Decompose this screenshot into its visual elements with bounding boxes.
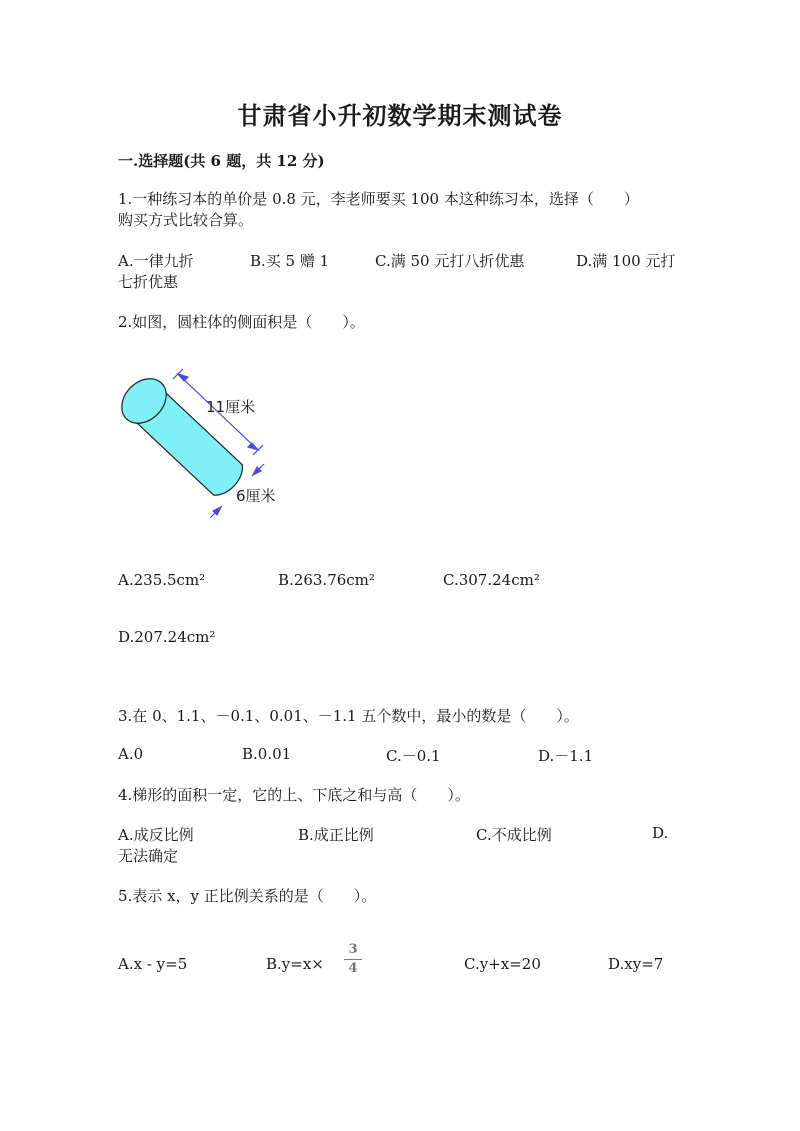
- q1-option-d-cont: 七折优惠: [118, 273, 179, 291]
- fraction-numerator: 3: [348, 942, 358, 957]
- fraction-denominator: 4: [348, 961, 358, 976]
- q3-option-c[interactable]: C.－0.1: [386, 747, 441, 765]
- q5-option-d[interactable]: D.xy=7: [608, 955, 664, 973]
- q1-option-a[interactable]: A.一律九折: [118, 252, 194, 270]
- question-2-text: 2.如图，圆柱体的侧面积是（ ）。: [118, 313, 365, 331]
- q3-option-a[interactable]: A.0: [118, 745, 144, 763]
- question-1-text: 1.一种练习本的单价是 0.8 元，李老师要买 100 本这种练习本，选择（ ）: [118, 190, 639, 208]
- cylinder-body: [118, 370, 242, 495]
- q4-option-c[interactable]: C.不成比例: [476, 826, 552, 844]
- q5-option-b[interactable]: B.y=x×: [266, 955, 324, 973]
- question-1-text-cont: 购买方式比较合算。: [118, 211, 254, 229]
- length-label: 11厘米: [206, 398, 256, 416]
- cylinder-figure: [118, 360, 288, 525]
- q1-option-b[interactable]: B.买 5 赠 1: [250, 252, 330, 270]
- question-4-text: 4.梯形的面积一定，它的上、下底之和与高（ ）。: [118, 786, 470, 804]
- q1-option-c[interactable]: C.满 50 元打八折优惠: [375, 252, 525, 270]
- q4-option-a[interactable]: A.成反比例: [118, 826, 194, 844]
- q5-option-a[interactable]: A.x - y=5: [118, 955, 188, 973]
- q2-option-b[interactable]: B.263.76cm²: [278, 571, 375, 589]
- q5-option-c[interactable]: C.y+x=20: [464, 955, 541, 973]
- q2-option-a[interactable]: A.235.5cm²: [118, 571, 206, 589]
- page-title: 甘肃省小升初数学期末测试卷: [237, 101, 563, 130]
- question-3-text: 3.在 0、1.1、－0.1、0.01、－1.1 五个数中，最小的数是（ ）。: [118, 707, 579, 725]
- fraction-bar: [344, 959, 362, 960]
- q4-option-d-cont: 无法确定: [118, 847, 179, 865]
- question-5-text: 5.表示 x，y 正比例关系的是（ ）。: [118, 887, 377, 905]
- q3-option-d[interactable]: D.－1.1: [538, 747, 594, 765]
- q1-option-d[interactable]: D.满 100 元打: [576, 252, 676, 270]
- q4-option-b[interactable]: B.成正比例: [298, 826, 374, 844]
- q4-option-d[interactable]: D.: [652, 824, 669, 842]
- q2-option-c[interactable]: C.307.24cm²: [443, 571, 540, 589]
- fraction-three-quarters: [344, 942, 362, 977]
- section-heading: 一.选择题(共 6 题，共 12 分): [118, 152, 325, 170]
- q3-option-b[interactable]: B.0.01: [242, 745, 292, 763]
- diameter-label: 6厘米: [236, 487, 276, 505]
- q2-option-d[interactable]: D.207.24cm²: [118, 628, 216, 646]
